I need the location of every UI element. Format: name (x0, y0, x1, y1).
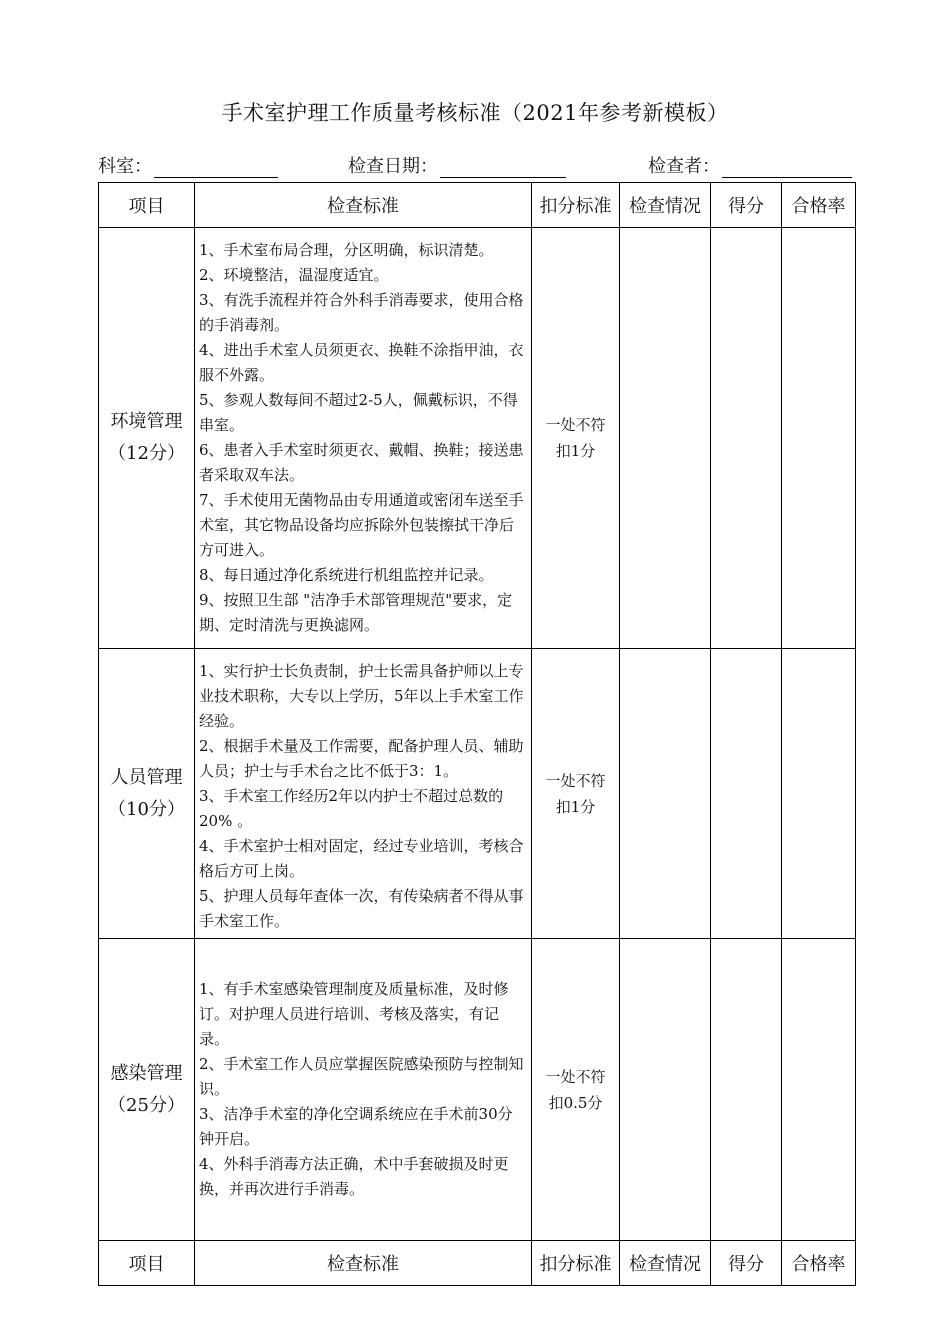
header-row-repeat (99, 1241, 856, 1286)
assessment-table (98, 182, 856, 1286)
standard-cell (195, 649, 532, 939)
standard-line: 8、每日通过净化系统进行机组监控并记录。 (199, 566, 494, 584)
header-pass-rate: 合格率 (782, 1241, 856, 1286)
score-cell[interactable] (711, 228, 782, 649)
standard-line: 4、进出手术室人员须更衣、换鞋不涂指甲油，衣服不外露。 (199, 341, 524, 384)
deduction-cell (532, 228, 620, 649)
item-cell (99, 228, 195, 649)
header-score: 得分 (711, 183, 782, 228)
header-standard: 检查标准 (195, 1241, 532, 1286)
pass-rate-cell[interactable] (782, 228, 856, 649)
date-field (348, 152, 566, 178)
deduction-line: 扣1分 (555, 442, 596, 460)
standard-line: 5、护理人员每年查体一次，有传染病者不得从事手术室工作。 (199, 887, 524, 930)
item-points: （25分） (108, 1094, 185, 1116)
standard-line: 1、手术室布局合理，分区明确，标识清楚。 (199, 241, 494, 259)
inspection-cell[interactable] (620, 228, 711, 649)
header-score: 得分 (711, 1241, 782, 1286)
deduction-cell (532, 649, 620, 939)
standard-cell (195, 228, 532, 649)
standard-line: 9、按照卫生部 "洁净手术部管理规范"要求，定期、定时清洗与更换滤网。 (199, 591, 513, 634)
table-row (99, 939, 856, 1241)
header-standard: 检查标准 (195, 183, 532, 228)
date-blank[interactable] (440, 155, 566, 178)
inspection-cell[interactable] (620, 649, 711, 939)
inspector-field (648, 152, 852, 178)
standard-line: 3、洁净手术室的净化空调系统应在手术前30分钟开启。 (199, 1105, 513, 1148)
pass-rate-cell[interactable] (782, 649, 856, 939)
deduction-line: 扣1分 (555, 797, 596, 816)
dept-blank[interactable] (154, 155, 278, 178)
item-name: 人员管理 (110, 766, 183, 788)
standard-line: 2、环境整洁，温湿度适宜。 (199, 266, 389, 284)
standard-line: 2、手术室工作人员应掌握医院感染预防与控制知识。 (199, 1055, 524, 1098)
header-deduction: 扣分标准 (532, 1241, 620, 1286)
table-row (99, 649, 856, 939)
item-points: （10分） (108, 798, 185, 820)
document-title: 手术室护理工作质量考核标准（2021年参考新模板） (221, 101, 729, 125)
deduction-line: 一处不符 (545, 771, 606, 790)
table-row (99, 228, 856, 649)
header-deduction: 扣分标准 (532, 183, 620, 228)
standard-line: 1、实行护士长负责制，护士长需具备护师以上专业技术职称，大专以上学历，5年以上手术室工作经验。 (199, 662, 524, 730)
header-inspection: 检查情况 (620, 183, 711, 228)
item-name: 感染管理 (110, 1062, 183, 1084)
score-cell[interactable] (711, 939, 782, 1241)
standard-line: 1、有手术室感染管理制度及质量标准，及时修订。对护理人员进行培训、考核及落实，有记录。 (199, 980, 509, 1048)
header-item: 项目 (99, 183, 195, 228)
pass-rate-cell[interactable] (782, 939, 856, 1241)
date-label: 检查日期： (348, 156, 438, 177)
standard-line: 6、患者入手术室时须更衣、戴帽、换鞋；接送患者采取双车法。 (199, 441, 524, 484)
standard-line: 3、有洗手流程并符合外科手消毒要求，使用合格的手消毒剂。 (199, 291, 524, 334)
item-cell (99, 649, 195, 939)
standard-line: 3、手术室工作经历2年以内护士不超过总数的20% 。 (199, 787, 504, 830)
inspection-cell[interactable] (620, 939, 711, 1241)
deduction-line: 扣0.5分 (548, 1093, 603, 1112)
header-row (99, 183, 856, 228)
inspector-blank[interactable] (722, 155, 852, 178)
standard-cell (195, 939, 532, 1241)
dept-field (98, 152, 278, 178)
deduction-line: 一处不符 (545, 416, 606, 434)
standard-line: 4、外科手消毒方法正确，术中手套破损及时更换，并再次进行手消毒。 (199, 1155, 509, 1198)
deduction-line: 一处不符 (545, 1067, 606, 1086)
dept-label: 科室： (98, 156, 152, 177)
standard-line: 4、手术室护士相对固定，经过专业培训，考核合格后方可上岗。 (199, 837, 524, 880)
item-name: 环境管理 (110, 411, 183, 432)
score-cell[interactable] (711, 649, 782, 939)
standard-line: 2、根据手术量及工作需要，配备护理人员、辅助人员；护士与手术台之比不低于3：1。 (199, 737, 524, 780)
header-inspection: 检查情况 (620, 1241, 711, 1286)
standard-line: 5、参观人数每间不超过2-5人，佩戴标识，不得串室。 (199, 391, 518, 434)
header-pass-rate: 合格率 (782, 183, 856, 228)
deduction-cell (532, 939, 620, 1241)
standard-line: 7、手术使用无菌物品由专用通道或密闭车送至手术室，其它物品设备均应拆除外包装擦拭干净后方可进入。 (199, 491, 524, 559)
inspector-label: 检查者： (648, 156, 720, 177)
item-points: （12分） (108, 443, 185, 464)
header-item: 项目 (99, 1241, 195, 1286)
item-cell (99, 939, 195, 1241)
